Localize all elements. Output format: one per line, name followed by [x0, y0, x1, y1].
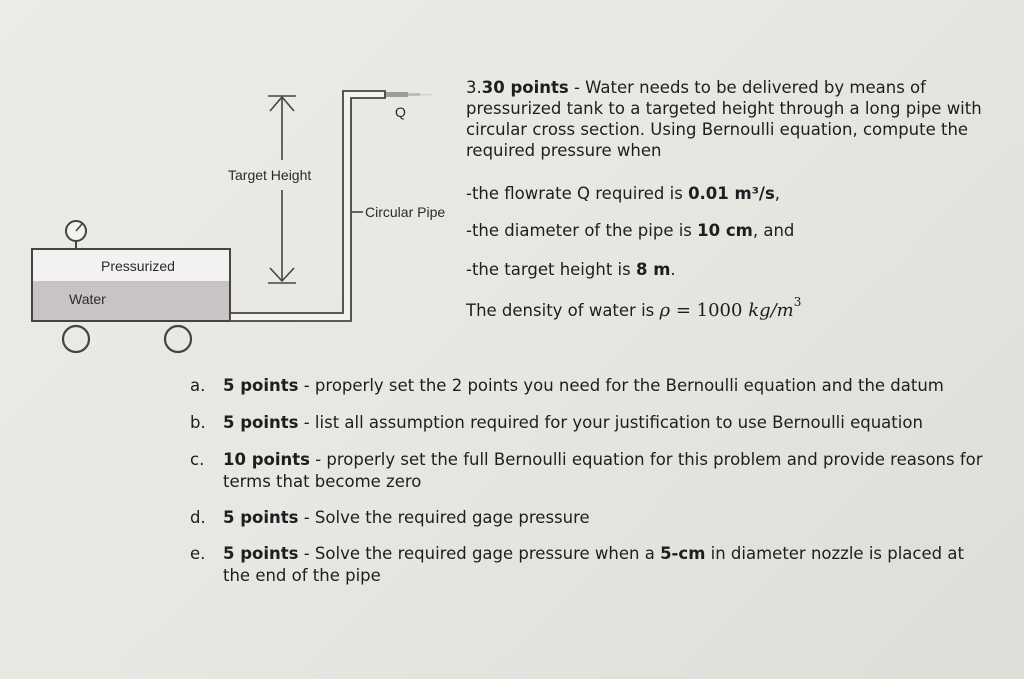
condition-suffix: , and [752, 221, 795, 240]
wheel-left-icon [63, 326, 89, 352]
target-height-label: Target Height [228, 167, 312, 183]
density-unit: kg/m [748, 300, 794, 321]
task-description: - properly set the 2 points you need for the Bernoulli equation and the datum [298, 376, 944, 395]
task-description-end: in diameter nozzle is placed at the end of the pipe [223, 544, 964, 585]
task-points: 10 points [223, 450, 310, 469]
task-text [223, 507, 1003, 529]
task-text [223, 543, 983, 587]
condition-text: -the flowrate Q required is [466, 184, 689, 203]
task-description: - Solve the required gage pressure when a [298, 544, 661, 563]
task-nozzle-size: 5-cm [660, 544, 706, 563]
target-height-arrow [268, 96, 296, 283]
density-statement [466, 295, 802, 321]
water-label: Water [69, 291, 106, 307]
water-region [32, 281, 230, 321]
task-letter: c. [190, 450, 205, 469]
pressurized-label: Pressurized [101, 258, 175, 274]
problem-number: 3. [466, 78, 482, 97]
density-equation [659, 295, 802, 321]
wheel-right-icon [165, 326, 191, 352]
circular-pipe [230, 91, 385, 321]
task-points: 5 points [223, 413, 299, 432]
density-value: 1000 [696, 300, 743, 321]
condition-height [466, 260, 676, 279]
condition-suffix: , [774, 184, 781, 203]
task-description: - Solve the required gage pressure [298, 508, 590, 527]
circular-pipe-label: Circular Pipe [365, 204, 446, 220]
condition-value: 10 cm [697, 221, 753, 240]
condition-suffix: . [670, 260, 676, 279]
task-points: 5 points [223, 544, 299, 563]
tank-pipe-diagram [0, 0, 460, 370]
task-text [223, 412, 1003, 434]
condition-value: 8 m [635, 260, 671, 279]
problem-intro: - Water needs to be delivered by means of pressurized tank to a targeted height through a long pipe with circular cross section. Using Bernoulli equation, compute the required pressure when [466, 78, 982, 160]
flow-q-label: Q [395, 104, 406, 120]
outlet-spray [386, 92, 432, 97]
equals-sign: = [670, 300, 697, 321]
task-description: - properly set the full Bernoulli equation for this problem and provide reasons for terms that become zero [223, 450, 983, 491]
task-letter: b. [190, 413, 206, 432]
condition-diameter [466, 221, 794, 240]
condition-flowrate [466, 184, 780, 203]
task-points: 5 points [223, 376, 299, 395]
condition-text: -the diameter of the pipe is [466, 221, 698, 240]
pressure-gauge-icon [66, 221, 86, 249]
problem-statement [466, 77, 986, 161]
density-exponent: 3 [793, 295, 802, 309]
task-text [223, 449, 1003, 493]
task-text [223, 375, 1003, 397]
task-points: 5 points [223, 508, 299, 527]
density-text: The density of water is [466, 301, 660, 320]
task-letter: d. [190, 508, 206, 527]
rho-symbol: ρ [659, 300, 671, 321]
task-letter: a. [190, 376, 206, 395]
condition-value: 0.01 m³/s [688, 184, 775, 203]
problem-points: 30 points [481, 78, 569, 97]
task-letter: e. [190, 544, 206, 563]
task-description: - list all assumption required for your justification to use Bernoulli equation [298, 413, 923, 432]
condition-text: -the target height is [466, 260, 636, 279]
